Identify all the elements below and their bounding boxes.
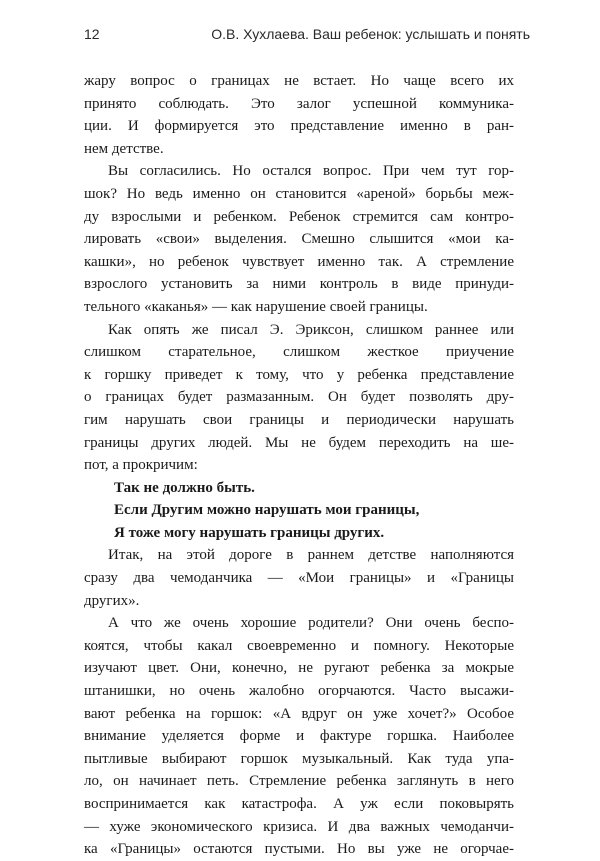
- text-line: — хуже экономического кризиса. И два важных чемоданчи-: [84, 818, 514, 835]
- text-line: пытливые выбирают горшок музыкальный. Как туда упа-: [84, 750, 514, 767]
- text-line: о границах будет размазанным. Он будет позволять дру-: [84, 389, 514, 406]
- text-line: шок? Но ведь именно он становится «ареной» борьбы меж-: [84, 185, 514, 202]
- emphasis-line: Я тоже могу нарушать границы других.: [114, 524, 385, 541]
- text-line: взрослого установить за ними контроль в виде принуди-: [84, 276, 514, 293]
- text-line: принято соблюдать. Это залог успешной коммуника-: [84, 95, 514, 112]
- text-line: коятся, чтобы какал своевременно и помногу. Некоторые: [84, 637, 514, 654]
- text-line: ка «Границы» остаются пустыми. Но вы уже не огорчае-: [84, 841, 514, 858]
- text-line: других».: [84, 592, 140, 609]
- text-line: изучают цвет. Они, конечно, не ругают ребенка за мокрые: [84, 660, 514, 677]
- text-line: ции. И формируется это представление именно в ран-: [84, 118, 514, 135]
- text-line: нем детстве.: [84, 140, 164, 157]
- text-line: кашки», но ребенок чувствует именно так. А стремление: [84, 253, 514, 270]
- running-header: [84, 26, 530, 50]
- page-number: 12: [84, 26, 100, 42]
- text-line: пот, а прокричим:: [84, 457, 198, 474]
- text-line: сразу два чемоданчика — «Мои границы» и «Границы: [84, 570, 514, 587]
- text-line: штанишки, но очень жалобно огорчаются. Часто высажи-: [84, 683, 514, 700]
- text-line: ло, он начинает петь. Стремление ребенка заглянуть в него: [84, 773, 514, 790]
- text-line: воспринимается как катастрофа. А уж если поковырять: [84, 796, 514, 812]
- text-line: тельного «каканья» — как нарушение своей границы.: [84, 298, 428, 315]
- text-line: к горшку приведет к тому, что у ребенка представление: [84, 366, 514, 383]
- running-title: О.В. Хухлаева. Ваш ребенок: услышать и понять: [211, 26, 530, 42]
- text-line: Итак, на этой дороге в раннем детстве наполняются: [108, 547, 514, 564]
- text-line: Вы согласились. Но остался вопрос. При чем тут гор-: [108, 163, 514, 180]
- text-line: границы других людей. Мы не будем переходить на ше-: [84, 434, 514, 451]
- emphasis-line: Если Другим можно нарушать мои границы,: [114, 502, 420, 519]
- text-line: слишком старательное, слишком жесткое приучение: [84, 344, 514, 361]
- text-line: лировать «свои» выделения. Смешно слышится «мои ка-: [84, 231, 514, 248]
- text-line: А что же очень хорошие родители? Они очень беспо-: [108, 615, 514, 632]
- text-line: ду взрослыми и ребенком. Ребенок стремится сам контро-: [84, 208, 514, 225]
- text-line: Как опять же писал Э. Эриксон, слишком раннее или: [108, 321, 514, 338]
- text-line: гим нарушать свои границы и периодически нарушать: [84, 411, 514, 428]
- text-line: вают ребенка на горшок: «А вдруг он уже хочет?» Особое: [84, 705, 514, 722]
- body-text: [84, 70, 514, 861]
- text-line: жару вопрос о границах не встает. Но чаще всего их: [84, 73, 514, 89]
- emphasis-line: Так не должно быть.: [114, 479, 255, 496]
- text-line: внимание уделяется форме и фактуре горшка. Наиболее: [84, 728, 514, 745]
